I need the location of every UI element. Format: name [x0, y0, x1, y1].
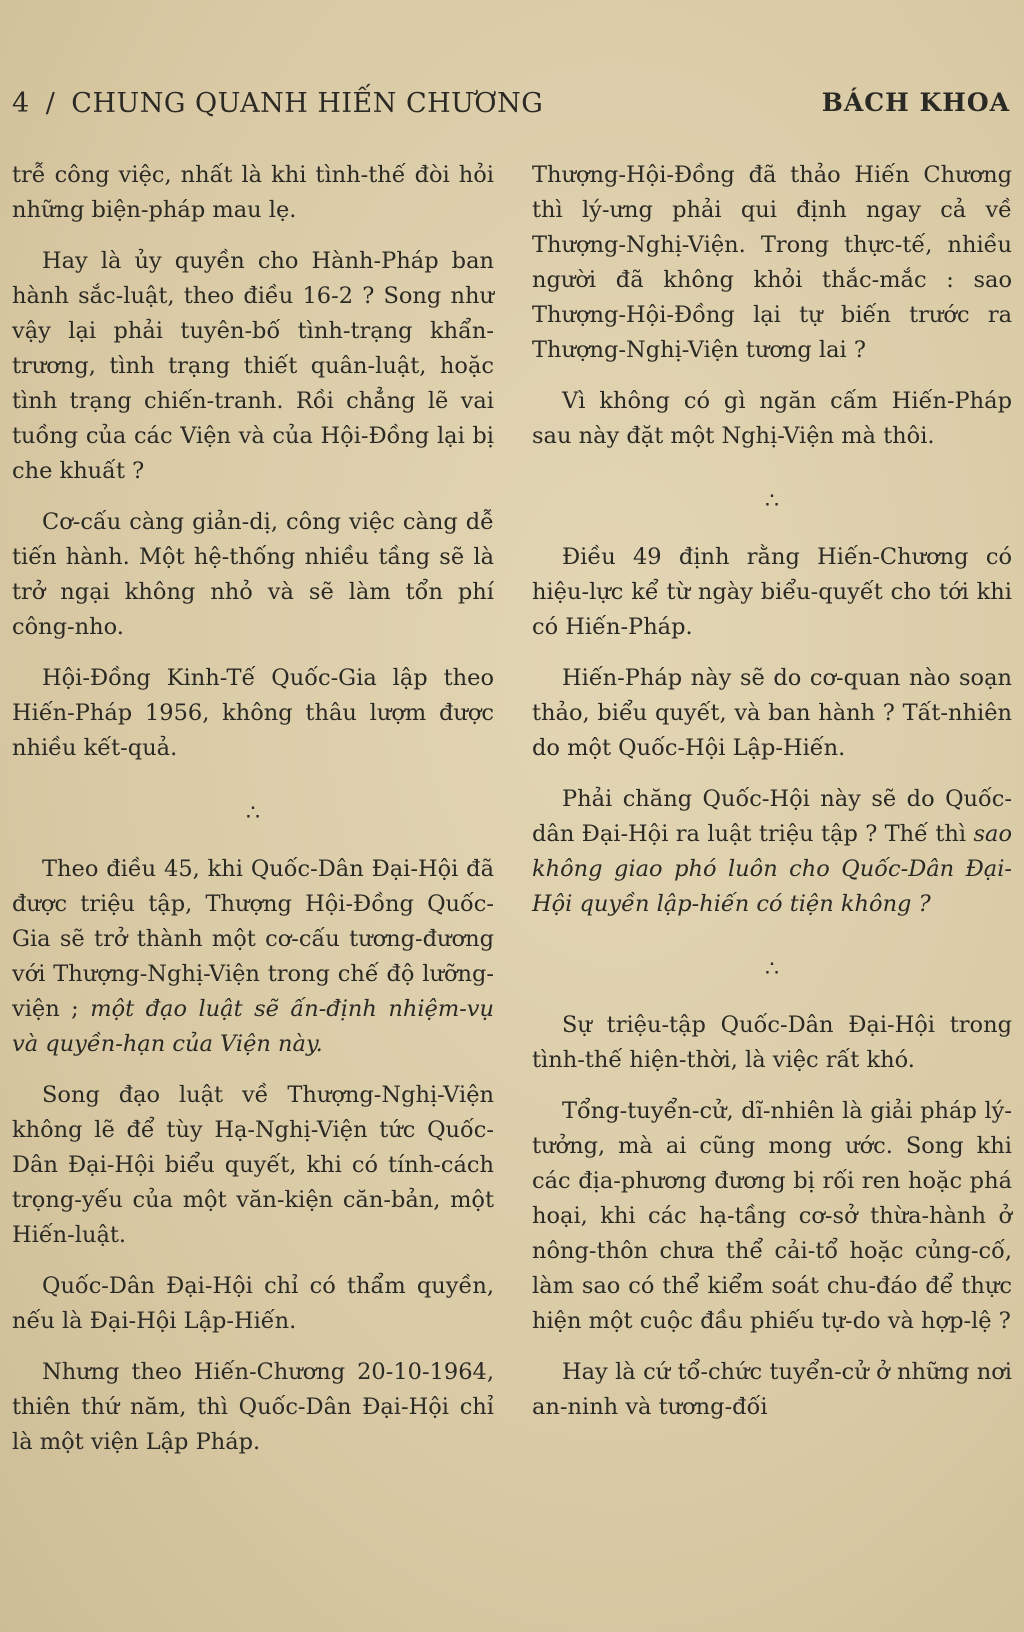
magazine-name: BÁCH KHOA: [821, 88, 1010, 117]
paragraph: Hiến-Pháp này sẽ do cơ-quan nào soạn thảo, biểu quyết, và ban hành ? Tất-nhiên do một Quốc-Hội Lập-Hiến.: [532, 665, 1012, 761]
paragraph: Song đạo luật về Thượng-Nghị-Viện không lẽ để tùy Hạ-Nghị-Viện tức Quốc-Dân Đại-Hội biểu quyết, khi có tính-cách trọng-yếu của một văn-kiện căn-bản, một Hiến-luật.: [12, 1082, 494, 1248]
section-separator: [532, 470, 1012, 532]
paragraph-text: Theo điều 45, khi Quốc-Dân Đại-Hội đã được triệu tập, Thượng Hội-Đồng Quốc-Gia sẽ trở thành một cơ-cấu tương-đương với Thượng-Nghị-Viện trong chế độ lưỡng-viện ;: [12, 856, 494, 1022]
paragraph: Hay là cứ tổ-chức tuyển-cử ở những nơi an-ninh và tương-đối: [532, 1359, 1012, 1420]
separator-glyph: ∴: [765, 489, 779, 514]
header-left: [12, 88, 543, 119]
page-header: [12, 88, 1010, 128]
paragraph: Tổng-tuyển-cử, dĩ-nhiên là giải pháp lý-tưởng, mà ai cũng mong ước. Song khi các địa-phương đương bị rối ren hoặc phá hoại, khi các hạ-tầng cơ-sở thừa-hành ở nông-thôn chưa thể cải-tổ hoặc củng-cố, làm sao có thể kiểm soát chu-đáo để thực hiện một cuộc đầu phiếu tự-do và hợp-lệ ?: [532, 1098, 1012, 1334]
left-column: [12, 158, 494, 1476]
paragraph: Hội-Đồng Kinh-Tế Quốc-Gia lập theo Hiến-Pháp 1956, không thâu lượm được nhiều kết-quả.: [12, 665, 494, 761]
paragraph: Hay là ủy quyền cho Hành-Pháp ban hành sắc-luật, theo điều 16-2 ? Song như vậy lại phải tuyên-bố tình-trạng khẩn-trương, tình trạng thiết quân-luật, hoặc tình trạng chiến-tranh. Rồi chẳng lẽ vai tuồng của các Viện và của Hội-Đồng lại bị che khuất ?: [12, 248, 494, 484]
section-separator: [12, 782, 494, 844]
paragraph: trễ công việc, nhất là khi tình-thế đòi hỏi những biện-pháp mau lẹ.: [12, 162, 494, 223]
separator-glyph: ∴: [765, 957, 779, 982]
paragraph: Quốc-Dân Đại-Hội chỉ có thẩm quyền, nếu là Đại-Hội Lập-Hiến.: [12, 1273, 494, 1334]
paragraph: Sự triệu-tập Quốc-Dân Đại-Hội trong tình-thế hiện-thời, là việc rất khó.: [532, 1012, 1012, 1073]
section-title: CHUNG QUANH HIẾN CHƯƠNG: [71, 88, 544, 119]
paragraph-italic: một đạo luật sẽ ấn-định nhiệm-vụ và quyền-hạn của Viện này.: [12, 996, 494, 1057]
paragraph: [12, 852, 494, 1062]
paragraph-text: Phải chăng Quốc-Hội này sẽ do Quốc-dân Đại-Hội ra luật triệu tập ? Thế thì: [532, 786, 1012, 847]
section-separator: [532, 938, 1012, 1000]
paragraph: Nhưng theo Hiến-Chương 20-10-1964, thiên thứ năm, thì Quốc-Dân Đại-Hội chỉ là một viện Lập Pháp.: [12, 1359, 494, 1455]
paragraph: Thượng-Hội-Đồng đã thảo Hiến Chương thì lý-ưng phải qui định ngay cả về Thượng-Nghị-Viện. Trong thực-tế, nhiều người đã không khỏi thắc-mắc : sao Thượng-Hội-Đồng lại tự biến trước ra Thượng-Nghị-Viện tương lai ?: [532, 162, 1012, 363]
page-number: 4: [12, 88, 30, 119]
paragraph: Cơ-cấu càng giản-dị, công việc càng dễ tiến hành. Một hệ-thống nhiều tầng sẽ là trở ngại không nhỏ và sẽ làm tổn phí công-nho.: [12, 509, 494, 640]
paragraph: Điều 49 định rằng Hiến-Chương có hiệu-lực kể từ ngày biểu-quyết cho tới khi có Hiến-Pháp.: [532, 544, 1012, 640]
separator-glyph: ∴: [246, 801, 260, 826]
header-slash: /: [45, 88, 56, 119]
paragraph: Vì không có gì ngăn cấm Hiến-Pháp sau này đặt một Nghị-Viện mà thôi.: [532, 388, 1012, 449]
paragraph: [532, 782, 1012, 922]
right-column: [532, 158, 1012, 1441]
paragraph-italic: sao không giao phó luôn cho Quốc-Dân Đại-Hội quyền lập-hiến có tiện không ?: [532, 821, 1012, 917]
